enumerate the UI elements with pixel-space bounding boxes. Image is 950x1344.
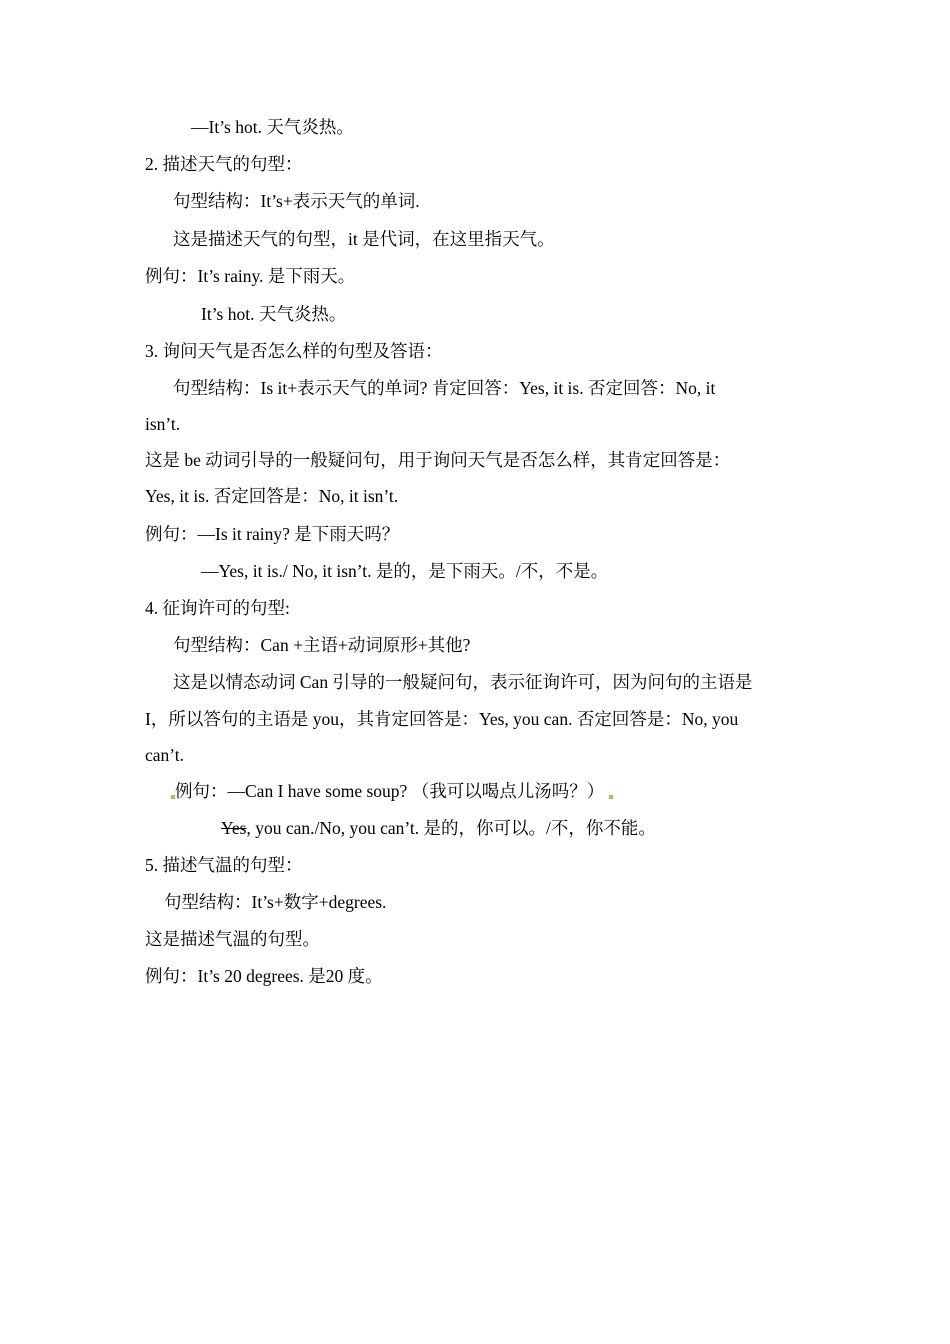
struck-text: Yes xyxy=(221,818,247,838)
text-line: 这是描述天气的句型，it 是代词，在这里指天气。 xyxy=(173,229,555,249)
section-heading: 4. 征询许可的句型: xyxy=(145,598,290,618)
text-line: 句型结构：Is it+表示天气的单词? 肯定回答：Yes, it is. 否定回答：No, it xyxy=(173,378,716,398)
text-line: 句型结构：It’s+表示天气的单词. xyxy=(173,191,420,211)
section-heading: 2. 描述天气的句型： xyxy=(145,154,303,174)
text-line: —It’s hot. 天气炎热。 xyxy=(191,117,354,137)
text-line: —Yes, it is./ No, it isn’t. 是的，是下雨天。/不，不是。 xyxy=(201,561,609,581)
text-line: isn’t. xyxy=(145,414,181,434)
text-line xyxy=(221,816,656,840)
text-line: 例句：It’s 20 degrees. 是20 度。 xyxy=(145,966,383,986)
text-line: 句型结构：Can +主语+动词原形+其他? xyxy=(173,635,471,655)
text-line: 例句：It’s rainy. 是下雨天。 xyxy=(145,266,356,286)
text-line: I，所以答句的主语是 you，其肯定回答是：Yes, you can. 否定回答是：No, you xyxy=(145,709,739,729)
text-line: can’t. xyxy=(145,745,185,765)
section-heading: 5. 描述气温的句型： xyxy=(145,855,303,875)
text-line: 这是描述气温的句型。 xyxy=(145,929,320,949)
text-line xyxy=(171,779,613,803)
text-line: 这是以情态动词 Can 引导的一般疑问句，表示征询许可，因为问句的主语是 xyxy=(173,672,753,692)
text-line: 这是 be 动词引导的一般疑问句，用于询问天气是否怎么样，其肯定回答是： xyxy=(145,450,731,470)
text-line: 例句：—Is it rainy? 是下雨天吗？ xyxy=(145,524,400,544)
marker-dot xyxy=(609,795,613,799)
section-heading: 3. 询问天气是否怎么样的句型及答语： xyxy=(145,341,443,361)
text-line: Yes, it is. 否定回答是：No, it isn’t. xyxy=(145,486,399,506)
text-line: 句型结构：It’s+数字+degrees. xyxy=(164,892,387,912)
text-line: It’s hot. 天气炎热。 xyxy=(201,304,347,324)
text-span: , you can./No, you can’t. 是的，你可以。/不，你不能。 xyxy=(246,818,656,838)
text-span: 例句：—Can I have some soup? （我可以喝点儿汤吗？） xyxy=(175,781,605,801)
